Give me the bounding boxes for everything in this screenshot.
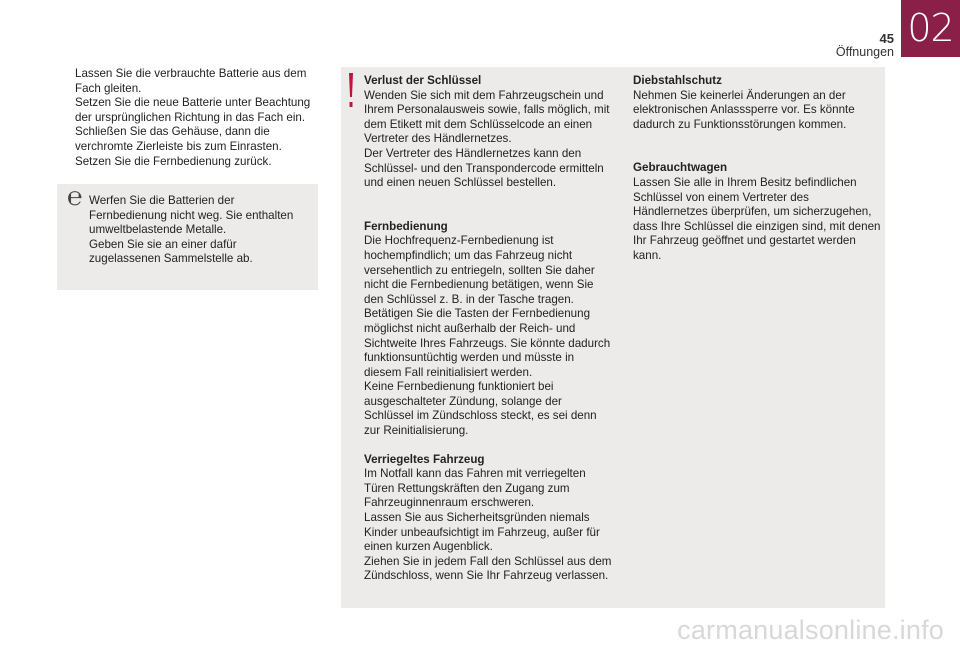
remote-text: Betätigen Sie die Tasten der Fernbedienung möglichst nicht außerhalb der Reich- und Sichtweite Ihres Fahrzeugs. Sie könnte dadurch funktionsuntüchtig werden und müsste in diesem Fall reinitialisiert werden. (364, 307, 611, 379)
warning-panel (341, 67, 885, 608)
list-item (57, 96, 327, 125)
theft-protection-text: Nehmen Sie keinerlei Änderungen an der elektronischen Anlasssperre vor. Es könnte dadurch zu Funktionsstörungen kommen. (633, 88, 855, 131)
exclamation-icon (347, 73, 355, 109)
remote-title: Fernbedienung (364, 219, 448, 233)
watermark: carmanualsonline.info (677, 615, 944, 645)
list-item (57, 155, 327, 170)
list-item (57, 67, 327, 96)
locked-vehicle-title: Verriegeltes Fahrzeug (364, 452, 485, 466)
lost-key-text: Der Vertreter des Händlernetzes kann den Schlüssel- und den Transpondercode ermitteln und einen neuen Schlüssel bestellen. (364, 146, 604, 190)
locked-vehicle-text: Im Notfall kann das Fahren mit verriegelten Türen Rettungskräften den Zugang zum Fahrzeuginnenraum erschweren. (364, 467, 586, 510)
step-text: Lassen Sie die verbrauchte Batterie aus dem Fach gleiten. (75, 67, 307, 95)
chapter-tab: 02 (901, 0, 960, 57)
remote-text: Die Hochfrequenz-Fernbedienung ist hochempfindlich; um das Fahrzeug nicht versehentlich zu entriegeln, sollten Sie daher nicht die Fernbedienung betätigen, wenn Sie den Schlüssel z. B. in der Tasche tragen. (364, 234, 595, 306)
step-text: Setzen Sie die Fernbedienung zurück. (75, 154, 272, 168)
locked-vehicle-text: Ziehen Sie in jedem Fall den Schlüssel aus dem Zündschloss, wenn Sie Ihr Fahrzeug verlassen. (364, 554, 612, 583)
lost-key-title: Verlust der Schlüssel (364, 74, 482, 87)
theft-protection-title: Diebstahlschutz (633, 74, 722, 87)
step-text: Schließen Sie das Gehäuse, dann die verchromte Zierleiste bis zum Einrasten. (75, 125, 282, 153)
environment-note (57, 184, 318, 290)
step-text: Setzen Sie die neue Batterie unter Beachtung der ursprünglichen Richtung in das Fach ein. (75, 96, 311, 124)
section-title: Öffnungen (835, 45, 894, 59)
used-car-title: Gebrauchtwagen (633, 161, 728, 175)
warning-column-right (633, 74, 883, 264)
used-car-text: Lassen Sie alle in Ihrem Besitz befindlichen Schlüssel von einem Vertreter des Händlernetzes überprüfen, um sicherzugehen, dass Ihre Schlüssel die einzigen sind, mit denen Ihr Fahrzeug geöffnet und gestartet werden kann. (633, 175, 881, 262)
note-text (89, 194, 311, 267)
warning-column-left (364, 74, 614, 584)
remote-text: Keine Fernbedienung funktioniert bei ausgeschalteter Zündung, solange der Schlüssel im Zündschloss steckt, es sei denn zur Reinitialisierung. (364, 380, 597, 438)
note-paragraph: Geben Sie sie an einer dafür zugelassenen Sammelstelle ab. (89, 237, 253, 266)
step-list (57, 67, 327, 169)
list-item (57, 125, 327, 154)
environment-icon: ℮ (67, 182, 83, 212)
page-number: 45 (879, 31, 894, 46)
lost-key-text: Wenden Sie sich mit dem Fahrzeugschein und Ihrem Personalausweis sowie, falls möglich, mit dem Etikett mit dem Schlüsselcode an einen Vertreter des Händlernetzes. (364, 88, 610, 146)
locked-vehicle-text: Lassen Sie aus Sicherheitsgründen niemals Kinder unbeaufsichtigt im Fahrzeug, außer für einen kurzen Augenblick. (364, 511, 600, 554)
note-paragraph: Werfen Sie die Batterien der Fernbedienung nicht weg. Sie enthalten umweltbelastende Metalle. (89, 194, 294, 237)
